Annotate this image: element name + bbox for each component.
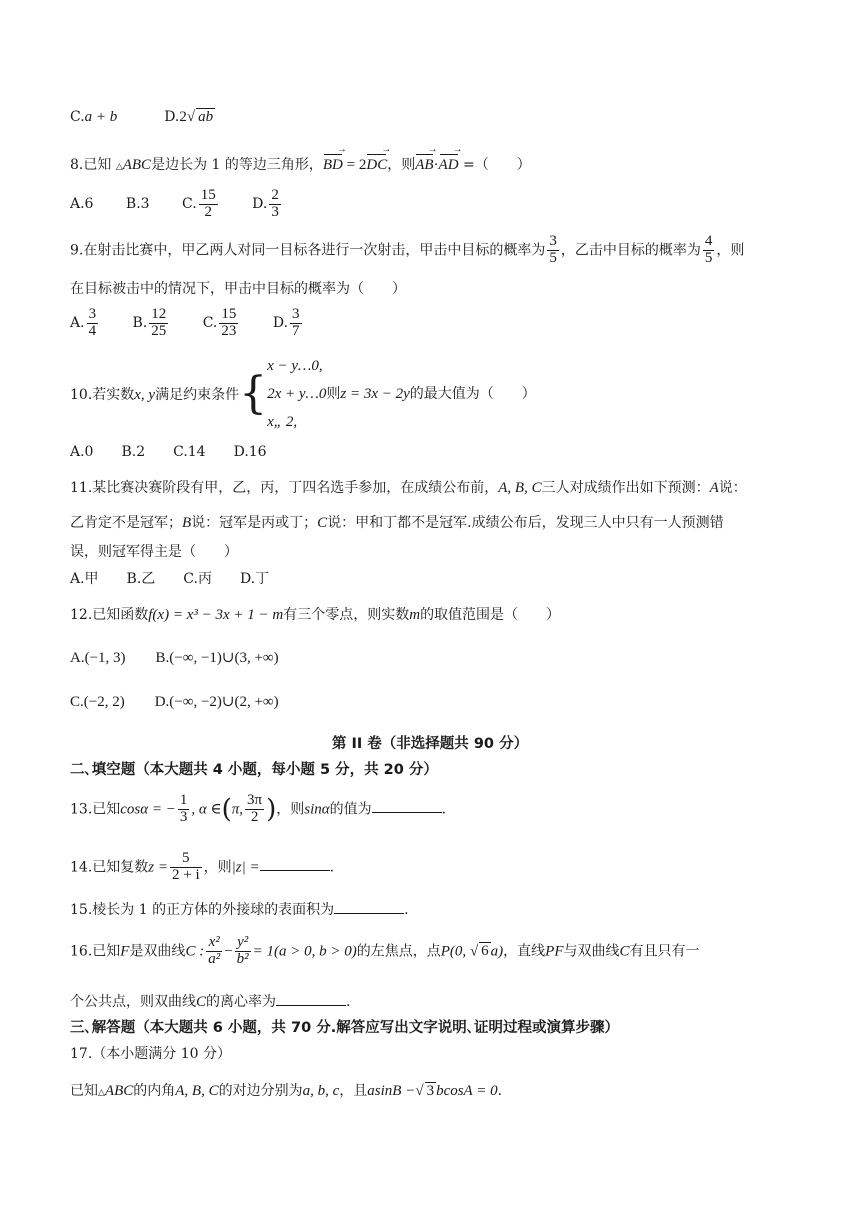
q10-stem: 10.若实数x, y满足约束条件{ x − y…0, 2x + y…0则z = 3x − 2y的最大值为（ ） x„ 2, (70, 352, 536, 436)
q16-stem-line1: 16.已知F是双曲线C : $\frac{\text{x²}}{\text{a²}}$ − $\frac{\text{y²}}{\text{b²}}$ = 1(a > 0, b > 0)的左焦点，点P(0, √ 6 a)，直线PF与双曲线C有且只有一 (70, 934, 700, 967)
q15-answer-blank[interactable] (334, 899, 404, 914)
q11-stem-line1: 11.某比赛决赛阶段有甲，乙，丙，丁四名选手参加，在成绩公布前，A, B, C三人对成绩作出如下预测：A说： (70, 480, 747, 496)
q7-options (70, 108, 215, 126)
q11-stem-line3: 误，则冠军得主是（ ） (70, 544, 238, 560)
q7-option-c: C.a + b (70, 109, 118, 125)
part2-title: 第 II 卷（非选择题共 90 分） (331, 736, 529, 752)
section2-title: 二､填空题（本大题共 4 小题，每小题 5 分，共 20 分） (70, 762, 438, 778)
q16-stem-line2: 个公共点，则双曲线C的离心率为 . (70, 991, 350, 1011)
q13-answer-blank[interactable] (372, 798, 442, 813)
q12-options-cd: C.(−2, 2) D.(−∞, −2)∪(2, +∞) (70, 694, 279, 710)
q11-options: A.甲 B.乙 C.丙 D.丁 (70, 571, 270, 587)
section3-title: 三､解答题（本大题共 6 小题，共 70 分.解答应写出文字说明､证明过程或演算步骤） (70, 1020, 619, 1036)
q16-answer-blank[interactable] (276, 991, 346, 1006)
vector-ab: AB → (415, 153, 433, 174)
q17-header: 17.（本小题满分 10 分） (70, 1046, 231, 1062)
q11-stem-line2: 乙肯定不是冠军；B说：冠军是丙或丁；C说：甲和丁都不是冠军.成绩公布后，发现三人中只有一人预测错 (70, 515, 724, 531)
q12-options-ab: A.(−1, 3) B.(−∞, −1)∪(3, +∞) (70, 650, 279, 666)
q8-stem: 8.已知 △ABC是边长为 1 的等边三角形，BD → = 2DC →，则AB →·AD → =（ ） (70, 153, 531, 174)
q9-stem-line2: 在目标被击中的情况下，甲击中目标的概率为（ ） (70, 281, 406, 297)
q15-stem: 15.棱长为 1 的正方体的外接球的表面积为 . (70, 899, 409, 919)
vector-ad: AD → (439, 153, 459, 174)
q14-stem: 14.已知复数z = $\frac{5}{2 + i}$ ，则|z| = . (70, 850, 335, 883)
q10-options: A.0 B.2 C.14 D.16 (70, 444, 267, 460)
vector-bd: BD → (323, 153, 343, 174)
q7-option-d: D.2√ ab (164, 109, 214, 125)
q14-answer-blank[interactable] (260, 856, 330, 871)
q9-stem-line1: 9.在射击比赛中，甲乙两人对同一目标各进行一次射击，甲击中目标的概率为 $\frac{3}{5}$ ，乙击中目标的概率为 $\frac{4}{5}$ ，则 (70, 233, 745, 266)
q13-stem: 13.已知cosα = − $\frac{1}{3}$ , α ∈(π, $\frac{3\pi}{2}$ )，则sinα的值为 . (70, 792, 447, 825)
constraint-system: x − y…0, 2x + y…0则z = 3x − 2y的最大值为（ ） x„ 2, (267, 358, 536, 430)
q9-options: A. $\frac{3}{4}$ B. $\frac{12}{25}$ C. $\frac{15}{23}$ D. $\frac{3}{7}$ (70, 306, 300, 339)
q12-stem: 12.已知函数f(x) = x³ − 3x + 1 − m有三个零点，则实数m的取值范围是（ ） (70, 607, 561, 623)
vector-dc: DC → (366, 153, 387, 174)
q17-stem: 已知△ABC的内角A, B, C的对边分别为a, b, c，且asinB −√ 3 bcosA = 0. (70, 1083, 503, 1099)
q8-options: A.6 B.3 C. $\frac{15}{2}$ D. $\frac{2}{3}$ (70, 187, 279, 220)
